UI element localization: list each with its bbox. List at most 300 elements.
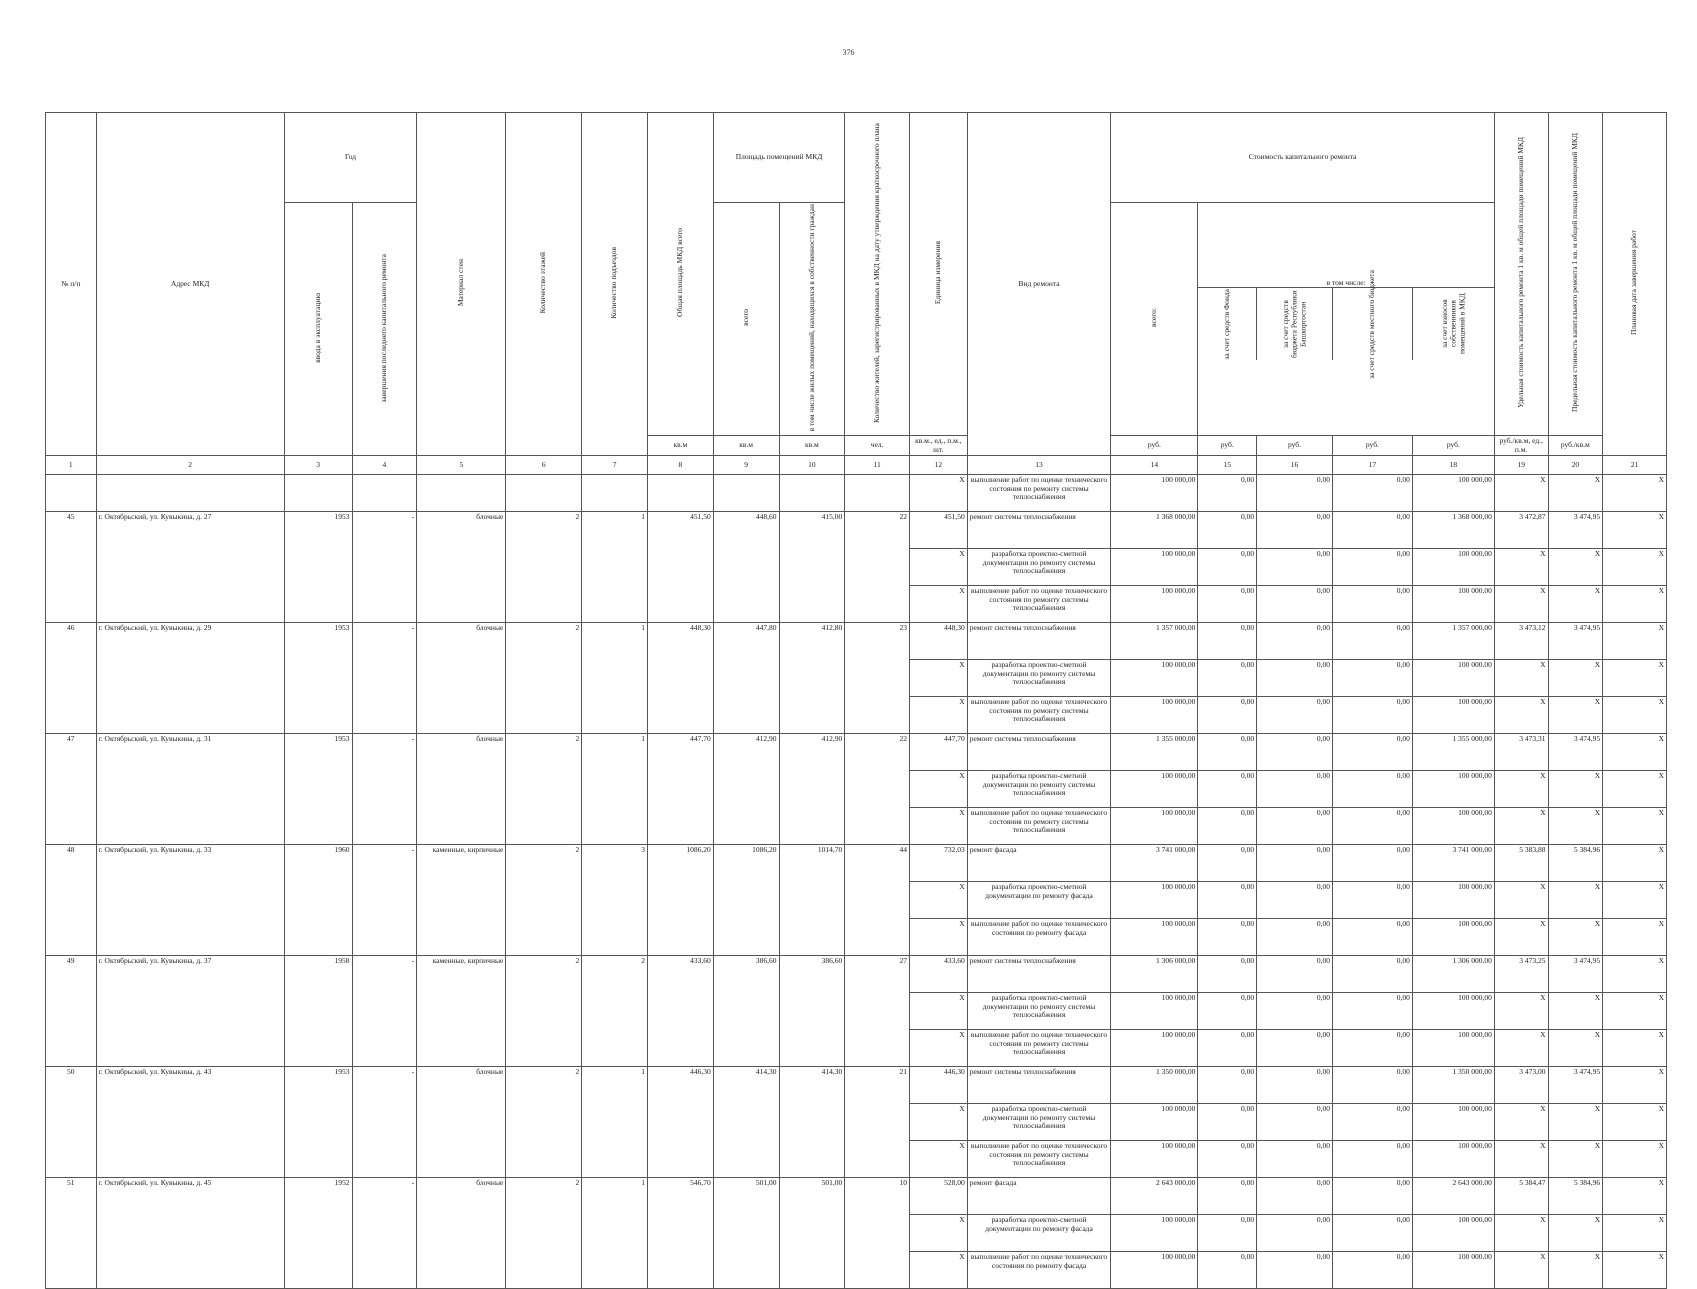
- table-cell: 0,00: [1198, 1215, 1257, 1252]
- year-cell: 1953: [284, 623, 352, 734]
- table-cell: X: [1548, 1030, 1603, 1067]
- address-cell: г. Октябрьский, ул. Кувыкина, д. 31: [96, 734, 284, 845]
- table-cell: 100 000,00: [1111, 993, 1198, 1030]
- header-unit: Единица измерения: [910, 113, 968, 436]
- entrances-cell: 1: [582, 734, 648, 845]
- total-area-cell: 446,30: [647, 1067, 713, 1178]
- table-cell: 0,00: [1257, 993, 1333, 1030]
- table-row: [46, 1067, 1667, 1104]
- table-cell: X: [1494, 697, 1548, 734]
- table-cell: 3 474,95: [1548, 623, 1603, 660]
- column-number: 17: [1332, 456, 1412, 475]
- table-cell: X: [910, 549, 968, 586]
- table-cell: 0,00: [1257, 1067, 1333, 1104]
- last-repair-cell: -: [352, 1178, 417, 1289]
- header-owner-contrib: за счет взносов собственников помещений в МКД: [1439, 293, 1466, 355]
- table-cell: 100 000,00: [1111, 1104, 1198, 1141]
- table-cell: 3 474,95: [1548, 956, 1603, 993]
- unit-18: руб.: [1412, 435, 1494, 455]
- table-cell: 0,00: [1257, 956, 1333, 993]
- row-number: 45: [46, 512, 97, 623]
- table-cell: 100 000,00: [1111, 1252, 1198, 1289]
- table-row: [46, 845, 1667, 882]
- table-cell: 100 000,00: [1111, 660, 1198, 697]
- table-cell: 100 000,00: [1111, 549, 1198, 586]
- table-cell: 0,00: [1198, 845, 1257, 882]
- table-cell: 100 000,00: [1412, 808, 1494, 845]
- table-cell: 100 000,00: [1111, 771, 1198, 808]
- floors-cell: 2: [506, 1067, 582, 1178]
- table-cell: 0,00: [1257, 734, 1333, 771]
- year-cell: 1953: [284, 1067, 352, 1178]
- table-cell: 3 474,95: [1548, 1067, 1603, 1104]
- table-cell: 0,00: [1198, 808, 1257, 845]
- address-cell: г. Октябрьский, ул. Кувыкина, д. 29: [96, 623, 284, 734]
- header-year-group: Год: [284, 113, 417, 203]
- floors-cell: 2: [506, 623, 582, 734]
- unit-8: кв.м: [647, 435, 713, 455]
- repair-type-cell: выполнение работ по оценке технического состояния по ремонту системы теплоснабжения: [967, 808, 1111, 845]
- unit-14: руб.: [1111, 435, 1198, 455]
- table-cell: 0,00: [1198, 623, 1257, 660]
- floors-cell: 2: [506, 512, 582, 623]
- table-cell: 0,00: [1332, 1104, 1412, 1141]
- table-cell: 100 000,00: [1412, 660, 1494, 697]
- table-cell: 433,60: [910, 956, 968, 993]
- header-fund: за счет средств Фонда: [1198, 288, 1257, 360]
- repair-type-cell: разработка проектно-сметной документации по ремонту системы теплоснабжения: [967, 660, 1111, 697]
- table-cell: 1 355 000,00: [1111, 734, 1198, 771]
- table-cell: X: [1603, 1178, 1667, 1215]
- table-cell: X: [910, 1030, 968, 1067]
- unit-17: руб.: [1332, 435, 1412, 455]
- table-cell: 1 357 000,00: [1412, 623, 1494, 660]
- table-cell: 0,00: [1198, 475, 1257, 512]
- table-cell: 2 643 000,00: [1412, 1178, 1494, 1215]
- last-repair-cell: -: [352, 1067, 417, 1178]
- address-cell: г. Октябрьский, ул. Кувыкина, д. 33: [96, 845, 284, 956]
- table-cell: X: [1603, 1252, 1667, 1289]
- last-repair-cell: -: [352, 845, 417, 956]
- floors-cell: 2: [506, 956, 582, 1067]
- table-cell: 0,00: [1332, 808, 1412, 845]
- column-number: 21: [1603, 456, 1667, 475]
- table-row: [46, 512, 1667, 549]
- table-cell: 0,00: [1198, 734, 1257, 771]
- unit-16: руб.: [1257, 435, 1333, 455]
- table-cell: 0,00: [1332, 1252, 1412, 1289]
- table-cell: 0,00: [1198, 771, 1257, 808]
- table-cell: 0,00: [1257, 882, 1333, 919]
- table-cell: X: [1603, 549, 1667, 586]
- repair-type-cell: ремонт фасада: [967, 845, 1111, 882]
- table-cell: X: [1603, 808, 1667, 845]
- header-entrances: Количество подъездов: [582, 113, 648, 456]
- material-cell: блочные: [417, 623, 506, 734]
- table-cell: 100 000,00: [1111, 1030, 1198, 1067]
- table-cell: 0,00: [1332, 697, 1412, 734]
- empty-cell: [96, 475, 284, 512]
- repair-type-cell: выполнение работ по оценке технического состояния по ремонту системы теплоснабжения: [967, 1030, 1111, 1067]
- table-cell: 100 000,00: [1111, 882, 1198, 919]
- table-cell: X: [1548, 475, 1603, 512]
- table-cell: 0,00: [1257, 660, 1333, 697]
- table-cell: 0,00: [1332, 1067, 1412, 1104]
- table-cell: 0,00: [1332, 993, 1412, 1030]
- residents-cell: 27: [845, 956, 910, 1067]
- column-number: 10: [779, 456, 845, 475]
- table-cell: 0,00: [1257, 1215, 1333, 1252]
- table-cell: X: [1494, 475, 1548, 512]
- unit-10: кв.м: [779, 435, 845, 455]
- column-number: 3: [284, 456, 352, 475]
- header-unit-cost: Удельная стоимость капитального ремонта 1 кв. м общей площади помещений МКД: [1494, 113, 1548, 436]
- table-cell: X: [910, 1252, 968, 1289]
- table-cell: 0,00: [1332, 845, 1412, 882]
- column-number: 11: [845, 456, 910, 475]
- residential-area-cell: 1014,70: [779, 845, 845, 956]
- table-cell: X: [1548, 993, 1603, 1030]
- table-cell: 3 474,95: [1548, 734, 1603, 771]
- repair-type-cell: разработка проектно-сметной документации по ремонту системы теплоснабжения: [967, 771, 1111, 808]
- table-cell: 446,30: [910, 1067, 968, 1104]
- repair-type-cell: выполнение работ по оценке технического состояния по ремонту фасада: [967, 1252, 1111, 1289]
- table-cell: X: [1494, 808, 1548, 845]
- table-cell: 100 000,00: [1111, 1141, 1198, 1178]
- repair-type-cell: ремонт системы теплоснабжения: [967, 956, 1111, 993]
- table-cell: X: [1548, 1252, 1603, 1289]
- header-area-total: всего: [713, 203, 779, 436]
- table-cell: X: [910, 1141, 968, 1178]
- table-cell: X: [1603, 475, 1667, 512]
- table-cell: 0,00: [1257, 623, 1333, 660]
- table-cell: 0,00: [1198, 956, 1257, 993]
- table-cell: X: [1603, 993, 1667, 1030]
- total-area-cell: 433,60: [647, 956, 713, 1067]
- table-cell: 100 000,00: [1412, 475, 1494, 512]
- empty-cell: [46, 475, 97, 512]
- table-cell: X: [1494, 1104, 1548, 1141]
- column-number: 14: [1111, 456, 1198, 475]
- floors-cell: 2: [506, 1178, 582, 1289]
- table-cell: X: [1494, 771, 1548, 808]
- table-cell: 5 384,47: [1494, 1178, 1548, 1215]
- table-cell: 5 383,88: [1494, 845, 1548, 882]
- address-cell: г. Октябрьский, ул. Кувыкина, д. 27: [96, 512, 284, 623]
- table-cell: 1 350 000,00: [1412, 1067, 1494, 1104]
- table-cell: 0,00: [1198, 1141, 1257, 1178]
- address-cell: г. Октябрьский, ул. Кувыкина, д. 45: [96, 1178, 284, 1289]
- empty-cell: [713, 475, 779, 512]
- empty-cell: [417, 475, 506, 512]
- repair-type-cell: разработка проектно-сметной документации по ремонту системы теплоснабжения: [967, 993, 1111, 1030]
- year-cell: 1953: [284, 512, 352, 623]
- table-cell: 0,00: [1198, 1067, 1257, 1104]
- entrances-cell: 1: [582, 1067, 648, 1178]
- residents-cell: 23: [845, 623, 910, 734]
- table-cell: 100 000,00: [1412, 1252, 1494, 1289]
- table-row: [46, 623, 1667, 660]
- table-cell: X: [1548, 697, 1603, 734]
- area-cell: 447,80: [713, 623, 779, 734]
- table-cell: X: [910, 993, 968, 1030]
- table-cell: X: [910, 1215, 968, 1252]
- table-row: [46, 475, 1667, 512]
- last-repair-cell: -: [352, 512, 417, 623]
- residents-cell: 21: [845, 1067, 910, 1178]
- entrances-cell: 1: [582, 1178, 648, 1289]
- table-cell: 100 000,00: [1412, 1141, 1494, 1178]
- row-number: 46: [46, 623, 97, 734]
- table-cell: X: [1603, 1215, 1667, 1252]
- area-cell: 501,00: [713, 1178, 779, 1289]
- column-number: 2: [96, 456, 284, 475]
- table-cell: 0,00: [1198, 1178, 1257, 1215]
- table-cell: X: [1603, 1030, 1667, 1067]
- table-cell: X: [1548, 586, 1603, 623]
- column-number: 9: [713, 456, 779, 475]
- table-cell: 0,00: [1257, 697, 1333, 734]
- column-number: 6: [506, 456, 582, 475]
- table-cell: 0,00: [1198, 993, 1257, 1030]
- table-cell: X: [1603, 919, 1667, 956]
- repair-type-cell: выполнение работ по оценке технического состояния по ремонту системы теплоснабжения: [967, 475, 1111, 512]
- unit-20: руб./кв.м: [1548, 435, 1603, 455]
- table-cell: 0,00: [1332, 623, 1412, 660]
- table-cell: 0,00: [1257, 512, 1333, 549]
- last-repair-cell: -: [352, 956, 417, 1067]
- last-repair-cell: -: [352, 734, 417, 845]
- table-cell: X: [910, 660, 968, 697]
- address-cell: г. Октябрьский, ул. Кувыкина, д. 43: [96, 1067, 284, 1178]
- area-cell: 412,90: [713, 734, 779, 845]
- year-cell: 1952: [284, 1178, 352, 1289]
- table-cell: X: [1603, 845, 1667, 882]
- table-cell: 100 000,00: [1111, 919, 1198, 956]
- repair-type-cell: разработка проектно-сметной документации по ремонту системы теплоснабжения: [967, 549, 1111, 586]
- table-cell: X: [1548, 549, 1603, 586]
- table-cell: X: [910, 808, 968, 845]
- table-cell: 100 000,00: [1412, 697, 1494, 734]
- residents-cell: 44: [845, 845, 910, 956]
- table-cell: 0,00: [1257, 919, 1333, 956]
- unit-11: чел.: [845, 435, 910, 455]
- table-cell: 1 306 000,00: [1412, 956, 1494, 993]
- year-cell: 1960: [284, 845, 352, 956]
- repair-type-cell: разработка проектно-сметной документации по ремонту фасада: [967, 1215, 1111, 1252]
- residential-area-cell: 412,90: [779, 734, 845, 845]
- header-cost-incl: в том числе: за счет средств Фонда за счет средств бюджета Республики Башкортостан за счет средств местного бюджета за счет взносов собственников помещений в МКД: [1198, 203, 1494, 436]
- empty-cell: [845, 475, 910, 512]
- table-cell: 0,00: [1198, 512, 1257, 549]
- area-cell: 448,60: [713, 512, 779, 623]
- table-row: [46, 956, 1667, 993]
- material-cell: каменные, кирпичные: [417, 956, 506, 1067]
- entrances-cell: 3: [582, 845, 648, 956]
- residents-cell: 22: [845, 734, 910, 845]
- table-cell: X: [1494, 993, 1548, 1030]
- column-number: 1: [46, 456, 97, 475]
- entrances-cell: 1: [582, 623, 648, 734]
- empty-cell: [647, 475, 713, 512]
- table-cell: 1 368 000,00: [1111, 512, 1198, 549]
- table-cell: 100 000,00: [1111, 586, 1198, 623]
- table-cell: X: [1603, 1067, 1667, 1104]
- row-number: 51: [46, 1178, 97, 1289]
- repair-type-cell: выполнение работ по оценке технического состояния по ремонту системы теплоснабжения: [967, 697, 1111, 734]
- table-cell: 1 306 000,00: [1111, 956, 1198, 993]
- table-cell: 2 643 000,00: [1111, 1178, 1198, 1215]
- table-cell: 0,00: [1257, 1252, 1333, 1289]
- empty-cell: [779, 475, 845, 512]
- table-cell: X: [1603, 1141, 1667, 1178]
- table-cell: X: [910, 697, 968, 734]
- unit-9: кв.м: [713, 435, 779, 455]
- table-cell: 0,00: [1198, 882, 1257, 919]
- table-cell: 3 472,87: [1494, 512, 1548, 549]
- column-number: 7: [582, 456, 648, 475]
- repair-type-cell: выполнение работ по оценке технического состояния по ремонту фасада: [967, 919, 1111, 956]
- header-max-cost: Предельная стоимость капитального ремонта 1 кв. м общей площади помещений МКД: [1548, 113, 1603, 436]
- table-cell: 0,00: [1198, 586, 1257, 623]
- table-cell: 100 000,00: [1412, 1215, 1494, 1252]
- header-cost-group: Стоимость капитального ремонта: [1111, 113, 1495, 203]
- table-cell: X: [1603, 734, 1667, 771]
- table-cell: 3 741 000,00: [1412, 845, 1494, 882]
- header-area-group: Площадь помещений МКД: [713, 113, 845, 203]
- table-cell: X: [1603, 512, 1667, 549]
- table-cell: 100 000,00: [1412, 771, 1494, 808]
- table-cell: 0,00: [1257, 808, 1333, 845]
- repair-type-cell: выполнение работ по оценке технического состояния по ремонту системы теплоснабжения: [967, 1141, 1111, 1178]
- table-cell: 0,00: [1257, 845, 1333, 882]
- repair-type-cell: ремонт системы теплоснабжения: [967, 1067, 1111, 1104]
- table-cell: 0,00: [1332, 660, 1412, 697]
- table-cell: X: [1603, 586, 1667, 623]
- total-area-cell: 451,50: [647, 512, 713, 623]
- table-cell: 100 000,00: [1412, 882, 1494, 919]
- table-cell: 0,00: [1332, 1030, 1412, 1067]
- table-cell: 0,00: [1257, 586, 1333, 623]
- table-cell: X: [1548, 882, 1603, 919]
- header-commissioning: ввода в эксплуатацию: [284, 203, 352, 456]
- table-cell: X: [910, 1104, 968, 1141]
- table-cell: 3 741 000,00: [1111, 845, 1198, 882]
- column-number: 15: [1198, 456, 1257, 475]
- column-number: 18: [1412, 456, 1494, 475]
- table-cell: 0,00: [1257, 475, 1333, 512]
- table-cell: 3 474,95: [1548, 512, 1603, 549]
- table-cell: 0,00: [1257, 1104, 1333, 1141]
- table-cell: X: [1603, 771, 1667, 808]
- column-number: 8: [647, 456, 713, 475]
- empty-cell: [582, 475, 648, 512]
- header-repair-type: Вид ремонта: [967, 113, 1111, 456]
- table-cell: 0,00: [1257, 1030, 1333, 1067]
- residents-cell: 22: [845, 512, 910, 623]
- area-cell: 414,30: [713, 1067, 779, 1178]
- table-cell: 3 473,31: [1494, 734, 1548, 771]
- header-address: Адрес МКД: [96, 113, 284, 456]
- column-number: 20: [1548, 456, 1603, 475]
- total-area-cell: 546,70: [647, 1178, 713, 1289]
- table-cell: 100 000,00: [1412, 993, 1494, 1030]
- entrances-cell: 1: [582, 512, 648, 623]
- table-cell: 5 384,96: [1548, 1178, 1603, 1215]
- table-cell: X: [1494, 549, 1548, 586]
- empty-cell: [352, 475, 417, 512]
- total-area-cell: 448,30: [647, 623, 713, 734]
- table-cell: X: [1548, 1104, 1603, 1141]
- table-cell: 1 355 000,00: [1412, 734, 1494, 771]
- material-cell: блочные: [417, 1067, 506, 1178]
- page-number: 376: [842, 48, 855, 57]
- table-cell: X: [1548, 771, 1603, 808]
- residential-area-cell: 414,30: [779, 1067, 845, 1178]
- table-cell: 0,00: [1332, 586, 1412, 623]
- table-cell: 0,00: [1198, 919, 1257, 956]
- table-cell: 100 000,00: [1412, 549, 1494, 586]
- floors-cell: 2: [506, 734, 582, 845]
- column-number: 5: [417, 456, 506, 475]
- header-republic-budget: за счет средств бюджета Республики Башкортостан: [1257, 288, 1333, 360]
- unit-12: кв.м., ед., п.м., шт.: [910, 435, 968, 455]
- table-cell: X: [1494, 1252, 1548, 1289]
- table-cell: 100 000,00: [1412, 1030, 1494, 1067]
- header-row-number: № п/п: [46, 113, 97, 456]
- table-cell: 0,00: [1332, 734, 1412, 771]
- table-cell: X: [1548, 1141, 1603, 1178]
- table-cell: X: [1494, 586, 1548, 623]
- table-cell: 0,00: [1198, 549, 1257, 586]
- table-cell: 0,00: [1198, 697, 1257, 734]
- area-cell: 386,60: [713, 956, 779, 1067]
- table-row: [46, 1178, 1667, 1215]
- repair-type-cell: ремонт системы теплоснабжения: [967, 512, 1111, 549]
- area-cell: 1086,20: [713, 845, 779, 956]
- table-cell: 0,00: [1332, 1178, 1412, 1215]
- table-cell: 1 357 000,00: [1111, 623, 1198, 660]
- table-cell: 0,00: [1332, 512, 1412, 549]
- floors-cell: 2: [506, 845, 582, 956]
- table-cell: X: [910, 919, 968, 956]
- table-cell: 3 473,12: [1494, 623, 1548, 660]
- table-cell: X: [1603, 623, 1667, 660]
- table-cell: X: [1494, 882, 1548, 919]
- year-cell: 1958: [284, 956, 352, 1067]
- table-cell: X: [910, 882, 968, 919]
- unit-15: руб.: [1198, 435, 1257, 455]
- header-cost-total: всего:: [1111, 203, 1198, 436]
- header-completion-date: Плановая дата завершения работ: [1603, 113, 1667, 456]
- address-cell: г. Октябрьский, ул. Кувыкина, д. 37: [96, 956, 284, 1067]
- table-cell: 1 350 000,00: [1111, 1067, 1198, 1104]
- residents-cell: 10: [845, 1178, 910, 1289]
- column-number: 16: [1257, 456, 1333, 475]
- last-repair-cell: -: [352, 623, 417, 734]
- empty-cell: [506, 475, 582, 512]
- table-cell: X: [1494, 660, 1548, 697]
- header-floors: Количество этажей: [506, 113, 582, 456]
- column-number: 4: [352, 456, 417, 475]
- table-cell: 3 473,00: [1494, 1067, 1548, 1104]
- table-cell: 732,03: [910, 845, 968, 882]
- table-cell: 447,70: [910, 734, 968, 771]
- table-cell: 0,00: [1332, 475, 1412, 512]
- table-cell: X: [1603, 660, 1667, 697]
- row-number: 50: [46, 1067, 97, 1178]
- table-cell: 0,00: [1198, 1252, 1257, 1289]
